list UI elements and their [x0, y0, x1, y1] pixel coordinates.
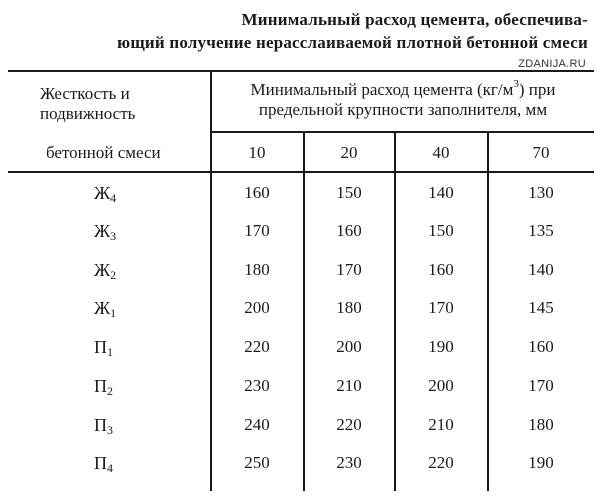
row-label [94, 337, 113, 357]
table-cell: 140 [428, 183, 454, 202]
column-header-40: 40 [432, 143, 450, 162]
row-label-base: Ж [94, 298, 111, 318]
table-cell: 160 [528, 337, 554, 356]
watermark-text: ZDANIJA.RU [518, 58, 586, 70]
header-bottom-rule [8, 171, 594, 173]
table-cell: 160 [244, 183, 270, 202]
header-right-line-1 [212, 80, 594, 100]
row-label-index: 2 [110, 268, 117, 282]
row-label-index: 3 [107, 423, 113, 437]
row-label [94, 260, 116, 280]
table-cell: 145 [528, 298, 554, 317]
table-cell: 160 [336, 221, 362, 240]
row-label-base: Ж [94, 221, 111, 241]
header-left-line-2: подвижность [40, 104, 136, 123]
table-cell: 170 [244, 221, 270, 240]
header-right-line-1-sup: 3 [513, 78, 519, 90]
table-cell: 200 [428, 376, 454, 395]
table-cell: 220 [244, 337, 270, 356]
row-label-index: 3 [110, 229, 117, 243]
row-label [94, 415, 113, 435]
table-cell: 170 [528, 376, 554, 395]
table-cell: 150 [428, 221, 454, 240]
table-cell: 210 [336, 376, 362, 395]
row-label-index: 1 [107, 345, 113, 359]
table-cell: 240 [244, 415, 270, 434]
column-header-10: 10 [248, 143, 266, 162]
row-label-base: П [94, 415, 107, 435]
table-top-rule [8, 70, 594, 72]
row-label-index: 1 [110, 306, 117, 320]
table-cell: 200 [336, 337, 362, 356]
table-cell: 190 [428, 337, 454, 356]
table-cell: 180 [336, 298, 362, 317]
row-label-base: П [94, 453, 107, 473]
row-label-index: 4 [107, 461, 113, 475]
title-line-2: ющий получение нерасслаиваемой плотной бетонной смеси [117, 33, 588, 52]
table-cell: 180 [244, 260, 270, 279]
table-cell: 230 [336, 453, 362, 472]
table-cell: 250 [244, 453, 270, 472]
table-cell: 170 [428, 298, 454, 317]
header-left-line-3: бетонной смеси [46, 143, 161, 162]
table-cell: 210 [428, 415, 454, 434]
row-label-index: 2 [107, 384, 113, 398]
header-left-line-1: Жесткость и [40, 84, 130, 103]
header-right-line-1-pre: Минимальный расход цемента (кг/м [250, 80, 514, 99]
header-cement-label [212, 80, 594, 120]
row-label [94, 221, 116, 241]
table-cell: 160 [428, 260, 454, 279]
table-cell: 200 [244, 298, 270, 317]
row-label-base: Ж [94, 260, 111, 280]
column-header-20: 20 [340, 143, 358, 162]
table-title [8, 8, 588, 54]
row-label [94, 183, 116, 203]
title-line-1: Минимальный расход цемента, обеспечива- [241, 10, 588, 29]
table-cell: 190 [528, 453, 554, 472]
table-cell: 180 [528, 415, 554, 434]
row-label-index: 4 [110, 191, 117, 205]
header-right-line-2: предельной крупности заполнителя, мм [258, 100, 548, 119]
table-cell: 150 [336, 183, 362, 202]
table-cell: 140 [528, 260, 554, 279]
row-label [94, 298, 116, 318]
table-cell: 230 [244, 376, 270, 395]
header-stiffness-label [40, 84, 190, 124]
table-cell: 170 [336, 260, 362, 279]
table-cell: 130 [528, 183, 554, 202]
column-header-70: 70 [532, 143, 550, 162]
table-cell: 220 [336, 415, 362, 434]
row-label-base: П [94, 376, 107, 396]
row-label [94, 453, 113, 473]
row-label-base: Ж [94, 183, 111, 203]
header-right-line-1-post: ) при [518, 80, 556, 99]
header-inner-rule [210, 131, 594, 133]
table-cell: 135 [528, 221, 554, 240]
row-label-base: П [94, 337, 107, 357]
table-cell: 220 [428, 453, 454, 472]
row-label [94, 376, 113, 396]
